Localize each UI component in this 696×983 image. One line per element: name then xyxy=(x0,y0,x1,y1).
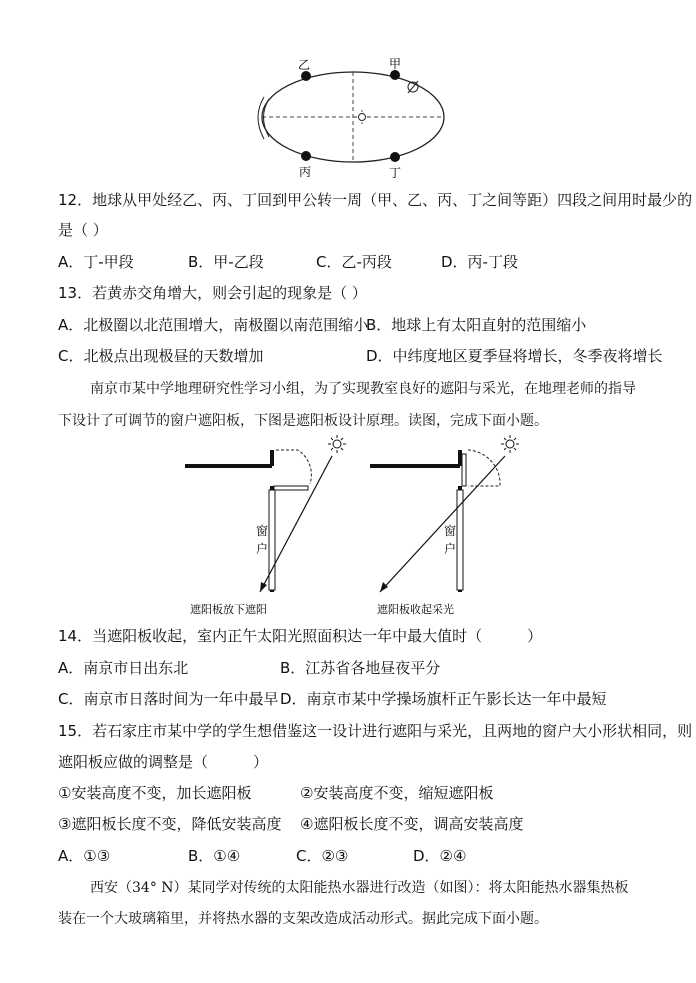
shade-diagram xyxy=(180,432,520,622)
q14-option-c[interactable]: C．南京市日落时间为一年中最早 xyxy=(58,690,279,708)
passage2-line2: 装在一个大玻璃箱里，并将热水器的支架改造成活动形式。据此完成下面小题。 xyxy=(58,911,548,927)
q14-option-a[interactable]: A．南京市日出东北 xyxy=(58,659,189,677)
q13-option-c[interactable]: C．北极点出现极昼的天数增加 xyxy=(58,347,264,365)
motion-arc-icon-2 xyxy=(264,99,270,137)
left-caption: 遮阳板放下遮阳 xyxy=(190,603,267,616)
earth-ding xyxy=(390,152,400,162)
q15-choice-1: ①安装高度不变，加长遮阳板 xyxy=(58,784,252,802)
q15-option-a[interactable]: A．①③ xyxy=(58,847,111,865)
q15-stem-line2: 遮阳板应做的调整是（ ） xyxy=(58,753,269,771)
q15-choice-2: ②安装高度不变，缩短遮阳板 xyxy=(300,784,494,802)
q12-option-c[interactable]: C．乙-丙段 xyxy=(316,253,392,271)
q13-stem: 13．若黄赤交角增大，则会引起的现象是（ ） xyxy=(58,284,367,302)
shade-panel-right xyxy=(370,435,519,616)
shade-swing-arc-right xyxy=(468,450,500,486)
earth-yi xyxy=(301,71,311,81)
q14-option-b[interactable]: B．江苏省各地昼夜平分 xyxy=(280,659,441,677)
q12-option-b[interactable]: B．甲-乙段 xyxy=(188,253,264,271)
sun-ray-right xyxy=(380,456,505,592)
q13-option-a[interactable]: A．北极圈以北范围增大，南极圈以南范围缩小 xyxy=(58,316,369,334)
q12-stem-line1: 12．地球从甲处经乙、丙、丁回到甲公转一周（甲、乙、丙、丁之间等距）四段之间用时最少的 xyxy=(58,191,693,209)
right-caption: 遮阳板收起采光 xyxy=(377,603,454,616)
shade-board-left xyxy=(274,486,308,490)
window-label-left-1: 窗 xyxy=(256,524,269,538)
q15-option-d[interactable]: D．②④ xyxy=(413,847,467,865)
passage2-line1: 西安（34° N）某同学对传统的太阳能热水器进行改造（如图）：将太阳能热水器集热板 xyxy=(90,880,629,896)
passage1-line1: 南京市某中学地理研究性学习小组，为了实现教室良好的遮阳与采光，在地理老师的指导 xyxy=(90,381,636,397)
shade-swing-arc-left xyxy=(276,450,311,484)
shade-board-right xyxy=(462,454,466,486)
window-label-right-2: 户 xyxy=(444,542,457,556)
label-bing: 丙 xyxy=(299,165,312,179)
window-left xyxy=(269,490,275,590)
sun-ray-arrow-right xyxy=(380,582,388,592)
sun-icon-left xyxy=(328,435,346,453)
q12-option-a[interactable]: A．丁-甲段 xyxy=(58,253,134,271)
q12-option-d[interactable]: D．丙-丁段 xyxy=(441,253,518,271)
q14-stem: 14．当遮阳板收起，室内正午太阳光照面积达一年中最大值时（ ） xyxy=(58,627,543,645)
sun-icon xyxy=(359,114,366,121)
window-label-right-1: 窗 xyxy=(444,524,457,538)
earth-jia xyxy=(390,70,400,80)
q12-stem-line2: 是（ ） xyxy=(58,221,108,239)
label-ding: 丁 xyxy=(389,166,402,180)
shade-panel-left xyxy=(185,435,346,616)
q15-choice-4: ④遮阳板长度不变，调高安装高度 xyxy=(300,815,524,833)
sun-ray-arrow-left xyxy=(260,582,267,592)
q15-choice-3: ③遮阳板长度不变，降低安装高度 xyxy=(58,815,282,833)
earth-bing xyxy=(301,151,311,161)
label-jia: 甲 xyxy=(389,57,402,71)
q15-option-c[interactable]: C．②③ xyxy=(296,847,349,865)
q13-option-b[interactable]: B．地球上有太阳直射的范围缩小 xyxy=(366,316,587,334)
q15-option-b[interactable]: B．①④ xyxy=(188,847,241,865)
orbit-diagram xyxy=(250,55,460,180)
q15-stem-line1: 15．若石家庄市某中学的学生想借鉴这一设计进行遮阳与采光，且两地的窗户大小形状相同，则 xyxy=(58,722,693,740)
q14-option-d[interactable]: D．南京市某中学操场旗杆正午影长达一年中最短 xyxy=(280,690,607,708)
label-yi: 乙 xyxy=(298,58,311,72)
passage1-line2: 下设计了可调节的窗户遮阳板，下图是遮阳板设计原理。读图，完成下面小题。 xyxy=(58,413,548,429)
window-label-left-2: 户 xyxy=(256,542,269,556)
sun-icon-right xyxy=(501,435,519,453)
q13-option-d[interactable]: D．中纬度地区夏季昼将增长，冬季夜将增长 xyxy=(366,347,663,365)
